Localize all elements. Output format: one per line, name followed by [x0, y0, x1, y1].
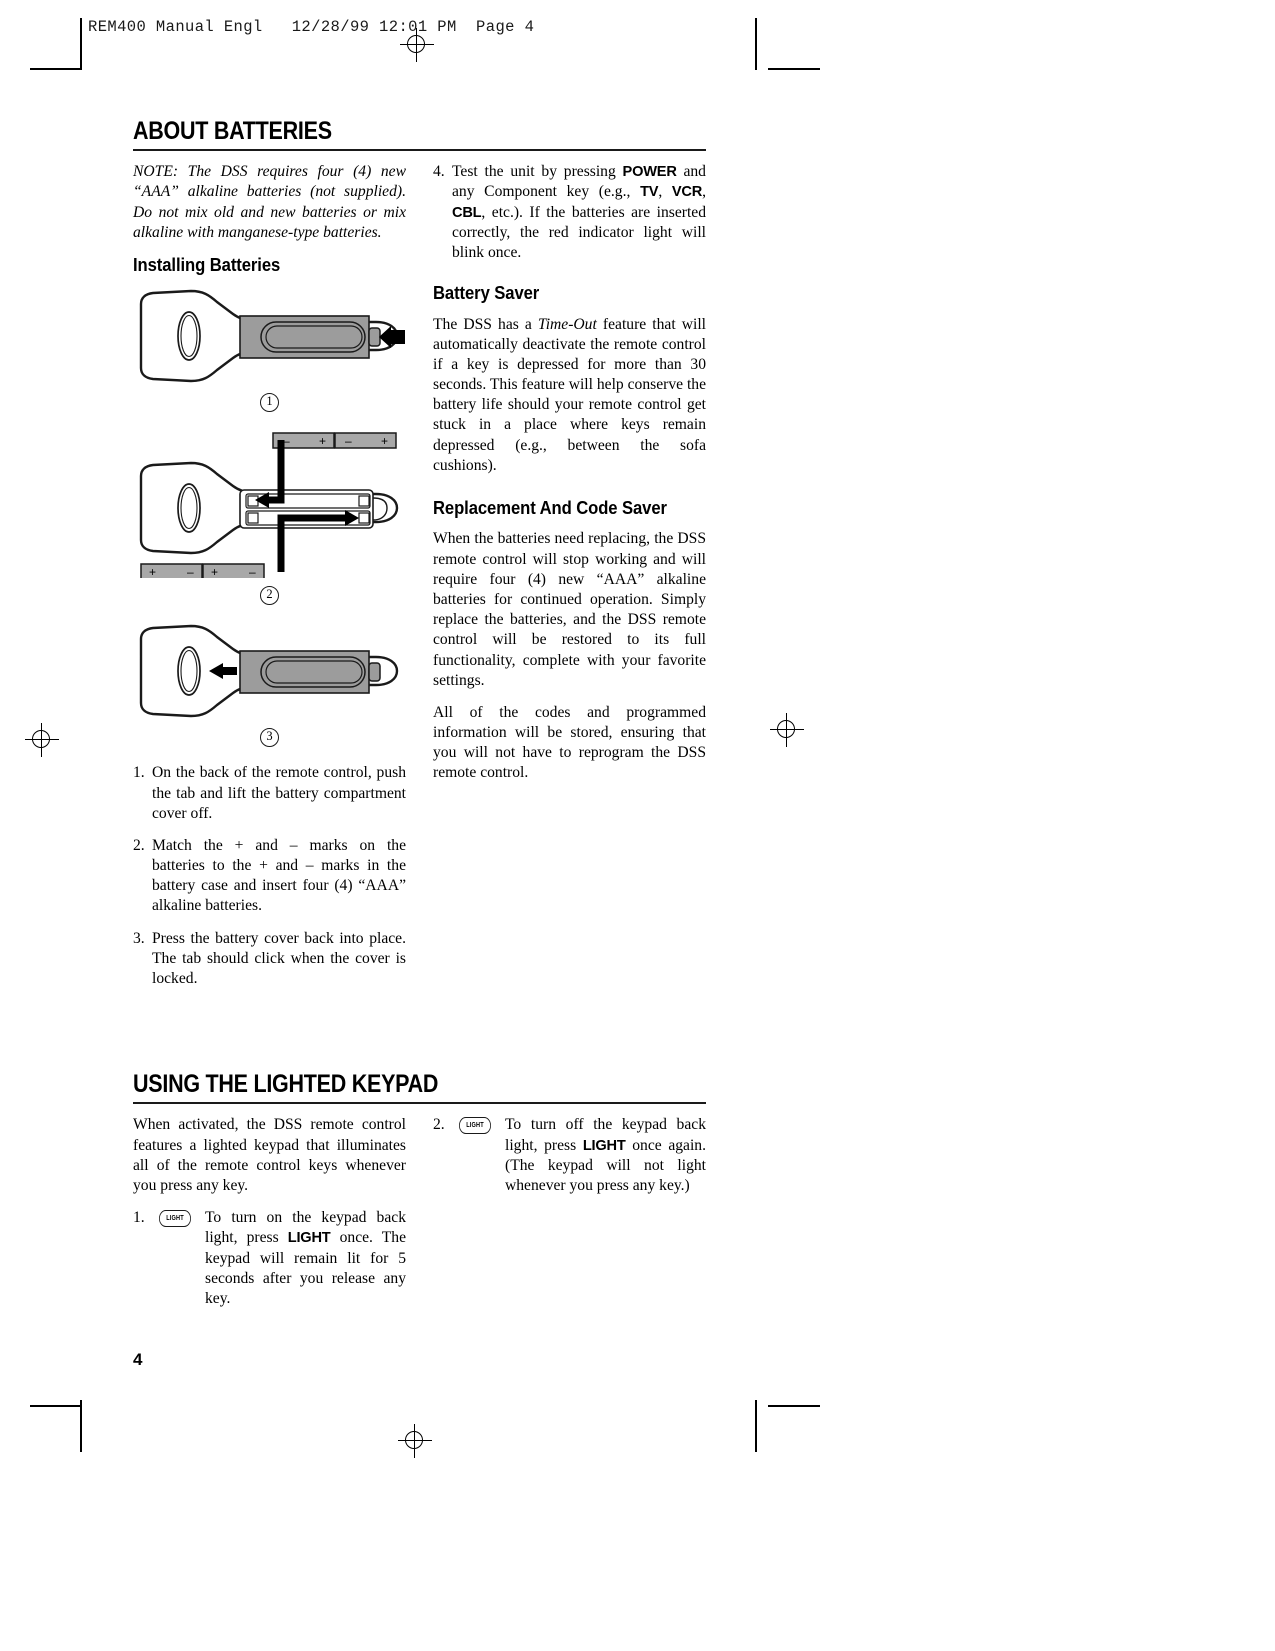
step-text: Test the unit by pressing POWER and any Component key (e.g., TV, VCR, CBL, etc.). If the batteries are inserted correctly, the red indicator light will blink once. — [452, 163, 706, 261]
replacement-paragraph-2: All of the codes and programmed information will be stored, ensuring that you will not have to reprogram the DSS remote control. — [433, 703, 706, 782]
bold-light: LIGHT — [287, 1230, 331, 1247]
crop-mark-left-lower — [30, 1405, 82, 1407]
insertion-arrow-bottom — [281, 510, 359, 572]
bold-light: LIGHT — [582, 1137, 626, 1154]
italic-time-out: Time-Out — [537, 315, 597, 333]
keypad-right-column — [433, 1115, 706, 1322]
figure-2-svg — [133, 430, 406, 578]
step-text: To turn off the keypad back light, press LIGHT once again. (The keypad will not light whenever you press any key.) — [505, 1116, 706, 1195]
step-number: 2. — [433, 1116, 445, 1134]
list-item — [133, 763, 406, 824]
bold-cbl: CBL — [452, 204, 482, 221]
battery-saver-paragraph: The DSS has a Time-Out feature that will automatically deactivate the remote control if a key is depressed for more than 30 seconds. This feature will help conserve the battery life should your remote control get stuck in a place where keys remain depressed (e.g., between the sofa cushions). — [433, 315, 706, 474]
step-number: 1. — [133, 764, 145, 782]
figure-3-svg — [133, 621, 406, 721]
figure-1-remote-cover-removal — [133, 286, 406, 412]
keypad-section — [133, 1071, 706, 1322]
svg-text:–: – — [345, 434, 352, 449]
crop-mark-top-right — [755, 18, 757, 70]
installing-steps-list — [133, 763, 406, 989]
light-key-wrapper — [455, 1115, 505, 1134]
list-item — [133, 836, 406, 917]
figure-2-caption: 2 — [133, 585, 406, 605]
light-button-icon[interactable]: LIGHT — [159, 1210, 191, 1227]
bold-vcr: VCR — [671, 184, 703, 201]
heading-rule-2 — [133, 1102, 706, 1104]
bold-tv: TV — [640, 184, 659, 201]
figure-3-cover-replacement — [133, 621, 406, 747]
crop-mark-right-lower — [768, 1405, 820, 1407]
page-content — [133, 118, 706, 1322]
step-text: Press the battery cover back into place. The tab should click when the cover is locked. — [152, 929, 406, 988]
light-button-icon[interactable]: LIGHT — [459, 1117, 491, 1134]
keypad-two-column-layout — [133, 1115, 706, 1322]
running-header: REM400 Manual Engl 12/28/99 12:01 PM Page 4 — [88, 18, 535, 36]
bold-power: POWER — [622, 164, 677, 181]
figure-3-caption: 3 — [133, 727, 406, 747]
step-number: 3. — [133, 929, 145, 947]
heading-rule — [133, 149, 706, 151]
light-key-wrapper — [155, 1208, 205, 1227]
figure-1-caption: 1 — [133, 392, 406, 412]
step-text: Match the + and – marks on the batteries to the + and – marks in the battery case and insert four (4) “AAA” alkaline batteries. — [152, 836, 406, 915]
crop-mark-left-upper — [30, 68, 82, 70]
subheading-battery-saver: Battery Saver — [433, 282, 540, 304]
keypad-intro: When activated, the DSS remote control features a lighted keypad that illuminates all of the remote control keys whenever you press any key. — [133, 1116, 406, 1195]
keypad-left-column — [133, 1115, 406, 1322]
figure-2-battery-insertion — [133, 430, 406, 605]
page-number: 4 — [133, 1350, 143, 1369]
svg-text:–: – — [187, 565, 194, 579]
figure-1-svg — [133, 286, 406, 386]
registration-mark-bottom — [398, 1424, 432, 1458]
crop-mark-bottom-left — [80, 1400, 82, 1452]
step-text: To turn on the keypad back light, press LIGHT once. The keypad will remain lit for 5 seconds after you release any key. — [205, 1209, 406, 1307]
registration-mark-left — [25, 723, 59, 757]
battery-note: NOTE: The DSS requires four (4) new “AAA” alkaline batteries (not supplied). Do not mix old and new batteries or mix alkaline with manganese-type batteries. — [133, 163, 406, 241]
list-item-step4 — [433, 162, 706, 263]
step-text: On the back of the remote control, push the tab and lift the battery compartment cover off. — [152, 764, 406, 822]
step-number: 1. — [133, 1209, 145, 1227]
section-heading-using-lighted-keypad: USING THE LIGHTED KEYPAD — [133, 1070, 439, 1099]
crop-mark-right-upper — [768, 68, 820, 70]
svg-text:+: + — [211, 565, 219, 579]
section-heading-about-batteries: ABOUT BATTERIES — [133, 117, 332, 145]
list-item-light-on — [133, 1208, 406, 1309]
subheading-installing-batteries: Installing Batteries — [133, 254, 281, 275]
battery-bottom-row — [141, 564, 264, 578]
left-column — [133, 162, 406, 1001]
list-item-light-off — [433, 1115, 706, 1196]
svg-text:+: + — [381, 434, 389, 449]
two-column-layout — [133, 162, 706, 1001]
svg-text:–: – — [249, 565, 256, 579]
crop-mark-top-left — [80, 18, 82, 70]
registration-mark-right — [770, 713, 804, 747]
svg-text:+: + — [149, 565, 157, 579]
svg-text:–: – — [283, 434, 290, 449]
right-column — [433, 162, 706, 1001]
list-item — [133, 929, 406, 990]
step-number: 4. — [433, 163, 445, 181]
battery-top-row — [273, 433, 396, 448]
crop-mark-bottom-right — [755, 1400, 757, 1452]
svg-text:+: + — [319, 434, 327, 449]
subheading-replacement-code-saver: Replacement And Code Saver — [433, 497, 667, 519]
replacement-paragraph-1: When the batteries need replacing, the DSS remote control will stop working and will require four (4) new “AAA” alkaline batteries for continued operation. Simply replace the batteries, and the DSS remote control will be restored to its full functionality, complete with your favorite settings. — [433, 530, 706, 689]
step-number: 2. — [133, 836, 145, 854]
